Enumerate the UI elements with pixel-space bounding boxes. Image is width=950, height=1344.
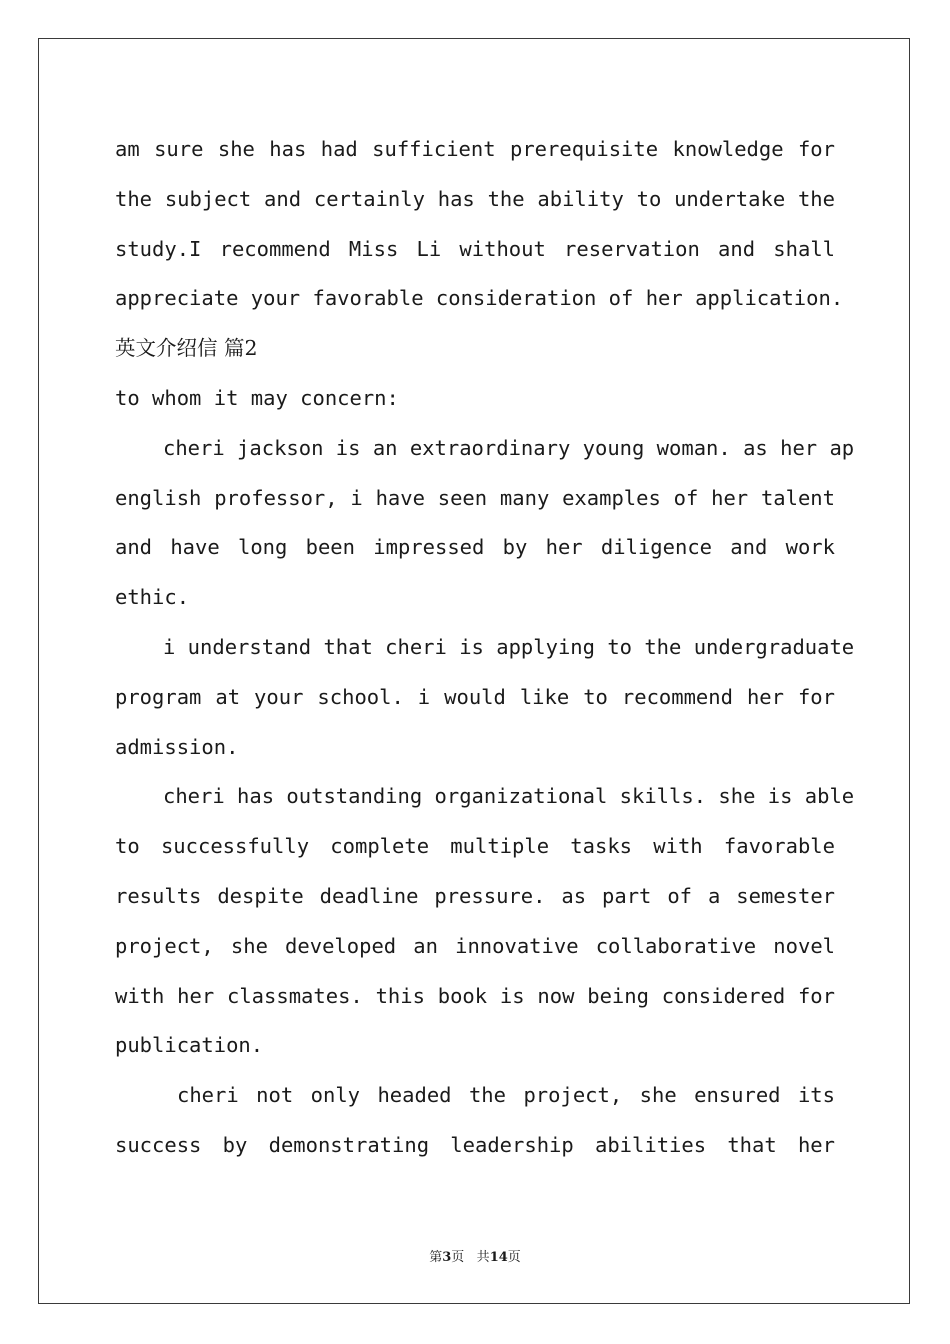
document-body xyxy=(115,125,855,1171)
text-line: publication. xyxy=(115,1033,264,1058)
text-line: and have long been impressed by her diligence and work xyxy=(115,535,835,560)
page-number: 3 xyxy=(442,1250,452,1265)
text-line: project, she developed an innovative collaborative novel xyxy=(115,933,835,958)
text-line: the subject and certainly has the ability to undertake the xyxy=(115,186,835,211)
text-line: ethic. xyxy=(115,585,190,610)
page-footer xyxy=(0,1246,950,1265)
text-line: am sure she has had sufficient prerequisite knowledge for xyxy=(115,137,835,161)
total-pages: 14 xyxy=(489,1250,508,1265)
text-line: study.I recommend Miss Li without reservation and shall xyxy=(115,236,835,261)
salutation: to whom it may concern: xyxy=(115,385,399,410)
text-line: cheri jackson is an extraordinary young woman. as her ap xyxy=(163,435,855,460)
text-line: cheri not only headed the project, she ensured its xyxy=(177,1083,835,1108)
text-line: to successfully complete multiple tasks with favorable xyxy=(115,834,835,859)
text-line: success by demonstrating leadership abilities that her xyxy=(115,1132,835,1157)
text-line: appreciate your favorable consideration of her application. xyxy=(115,286,844,311)
text-line: results despite deadline pressure. as part of a semester xyxy=(115,883,835,908)
footer-prefix: 第 xyxy=(429,1250,443,1265)
text-line: english professor, i have seen many examples of her talent xyxy=(115,485,835,510)
footer-page-suffix: 页 xyxy=(451,1250,465,1265)
footer-total-suffix: 页 xyxy=(507,1250,521,1265)
section-heading: 英文介绍信 篇2 xyxy=(115,336,258,361)
text-line: admission. xyxy=(115,734,239,759)
footer-total-prefix: 共 xyxy=(476,1250,490,1265)
text-line: program at your school. i would like to recommend her for xyxy=(115,684,835,709)
text-line: i understand that cheri is applying to the undergraduate xyxy=(163,634,855,659)
text-line: cheri has outstanding organizational skills. she is able xyxy=(163,784,855,809)
text-line: with her classmates. this book is now being considered for xyxy=(115,983,835,1008)
